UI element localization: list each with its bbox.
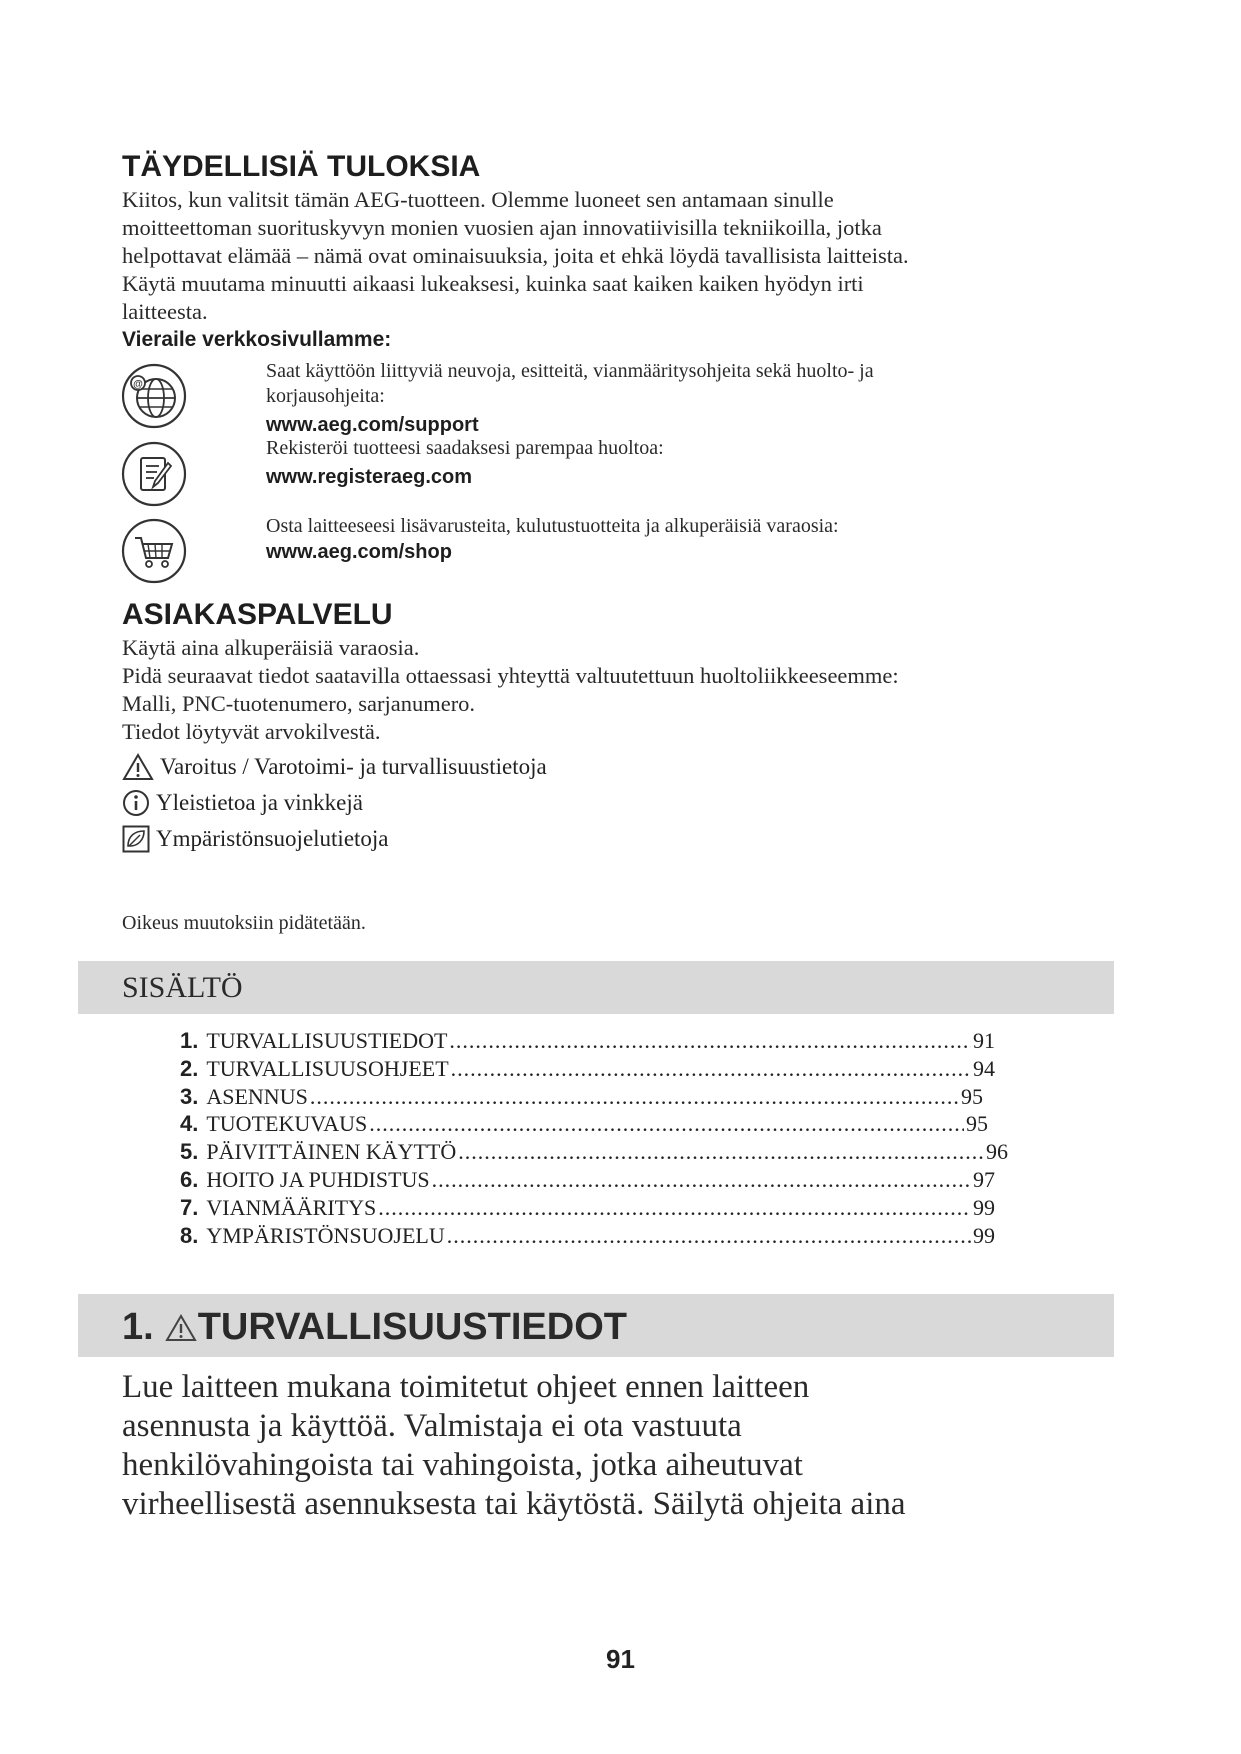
legend-label: Ympäristönsuojelutietoja	[156, 826, 389, 851]
section-1-line: virheellisestä asennuksesta tai käytöstä. Säilytä ohjeita aina	[122, 1486, 906, 1522]
intro-paragraph	[122, 186, 1122, 326]
visit-heading: Vieraile verkkosivullamme:	[122, 328, 392, 351]
legend-label: Yleistietoa ja vinkkejä	[156, 790, 363, 815]
support-text-line: Saat käyttöön liittyviä neuvoja, esitteitä, vianmääritysohjeita sekä huolto- ja	[266, 360, 874, 382]
toc-label: HOITO JA PUHDISTUS	[206, 1167, 430, 1192]
section-1-title	[122, 1306, 627, 1349]
section-1-number: 1.	[122, 1306, 154, 1348]
section-1-paragraph	[122, 1368, 1122, 1524]
toc-item-3[interactable]	[180, 1084, 983, 1112]
cs-line: Pidä seuraavat tiedot saatavilla ottaessasi yhteyttä valtuutettuun huoltoliikkeeseemme:	[122, 663, 899, 688]
toc-num: 4.	[180, 1111, 199, 1136]
toc-item-2[interactable]	[180, 1056, 995, 1084]
toc-item-8[interactable]	[180, 1223, 995, 1251]
register-icon	[121, 441, 187, 507]
toc-title: SISÄLTÖ	[122, 971, 243, 1004]
toc-dots	[451, 1056, 971, 1082]
toc-dots	[310, 1084, 959, 1110]
cs-line: Tiedot löytyvät arvokilvestä.	[122, 719, 381, 744]
toc-label: YMPÄRISTÖNSUOJELU	[206, 1223, 445, 1248]
page-number: 91	[606, 1644, 635, 1674]
intro-line: Kiitos, kun valitsit tämän AEG-tuotteen. Olemme luoneet sen antamaan sinulle	[122, 187, 834, 212]
support-text	[266, 359, 1166, 409]
toc-label: VIANMÄÄRITYS	[206, 1195, 377, 1220]
toc-num: 8.	[180, 1223, 199, 1248]
toc-dots	[447, 1223, 971, 1249]
toc-dots	[378, 1195, 971, 1221]
toc-page: 96	[986, 1139, 1008, 1164]
intro-line: helpottavat elämää – nämä ovat ominaisuuksia, joita et ehkä löydä tavallisista laitteista.	[122, 243, 909, 268]
toc-page: 99	[973, 1195, 995, 1220]
toc-num: 3.	[180, 1084, 199, 1109]
section-1-header-bar	[78, 1294, 1114, 1357]
leaf-icon	[122, 825, 150, 853]
toc-item-7[interactable]	[180, 1195, 995, 1223]
toc-num: 6.	[180, 1167, 199, 1192]
cart-icon	[121, 518, 187, 584]
legend-info	[122, 788, 363, 818]
toc-label: TURVALLISUUSTIEDOT	[206, 1028, 448, 1053]
toc-header-bar	[78, 961, 1114, 1014]
toc-page: 94	[973, 1056, 995, 1081]
cs-line: Käytä aina alkuperäisiä varaosia.	[122, 635, 420, 660]
warning-icon	[122, 753, 154, 781]
support-link[interactable]: www.aeg.com/support	[266, 414, 479, 436]
shop-link[interactable]: www.aeg.com/shop	[266, 541, 452, 563]
toc-dots	[432, 1167, 971, 1193]
toc-num: 2.	[180, 1056, 199, 1081]
toc-num: 1.	[180, 1028, 199, 1053]
toc-num: 5.	[180, 1139, 199, 1164]
toc-label: TUOTEKUVAUS	[206, 1111, 368, 1136]
legend-warning	[122, 752, 547, 782]
intro-line: Käytä muutama minuutti aikaasi lukeaksesi, kuinka saat kaiken kaiken hyödyn irti	[122, 271, 864, 296]
toc-page: 97	[973, 1167, 995, 1192]
toc-label: PÄIVITTÄINEN KÄYTTÖ	[206, 1139, 457, 1164]
customer-service-title: ASIAKASPALVELU	[122, 598, 393, 631]
toc-page: 99	[973, 1223, 995, 1248]
section-1-heading-text: TURVALLISUUSTIEDOT	[197, 1306, 627, 1348]
toc-dots	[449, 1028, 971, 1054]
support-text-line: korjausohjeita:	[266, 385, 385, 407]
svg-text:@: @	[133, 379, 143, 390]
register-text: Rekisteröi tuotteesi saadaksesi parempaa huoltoa:	[266, 437, 664, 459]
toc-dots	[458, 1139, 984, 1165]
legend-environment	[122, 824, 389, 854]
intro-title: TÄYDELLISIÄ TULOKSIA	[122, 150, 481, 183]
legend-label: Varoitus / Varotoimi- ja turvallisuustietoja	[160, 754, 547, 779]
shop-text: Osta laitteeseesi lisävarusteita, kulutustuotteita ja alkuperäisiä varaosia:	[266, 515, 839, 537]
intro-line: laitteesta.	[122, 299, 208, 324]
section-1-line: henkilövahingoista tai vahingoista, jotka aiheutuvat	[122, 1447, 803, 1483]
intro-line: moitteettoman suorituskyvyn monien vuosien ajan innovatiivisilla tekniikoilla, jotka	[122, 215, 882, 240]
section-1-line: asennusta ja käyttöä. Valmistaja ei ota vastuuta	[122, 1408, 742, 1444]
info-icon	[122, 789, 150, 817]
toc-dots	[369, 1111, 964, 1137]
toc-page: 91	[973, 1028, 995, 1053]
customer-service-paragraph	[122, 634, 1172, 746]
toc-num: 7.	[180, 1195, 199, 1220]
register-link[interactable]: www.registeraeg.com	[266, 466, 472, 488]
toc-page: 95	[961, 1084, 983, 1109]
cs-line: Malli, PNC-tuotenumero, sarjanumero.	[122, 691, 476, 716]
toc-item-4[interactable]	[180, 1111, 988, 1139]
toc-item-1[interactable]	[180, 1028, 995, 1056]
toc-page: 95	[966, 1111, 988, 1136]
toc-item-5[interactable]	[180, 1139, 1008, 1167]
toc-item-6[interactable]	[180, 1167, 995, 1195]
toc-label: ASENNUS	[206, 1084, 308, 1109]
globe-icon	[121, 363, 187, 429]
toc-label: TURVALLISUUSOHJEET	[206, 1056, 449, 1081]
section-1-line: Lue laitteen mukana toimitetut ohjeet ennen laitteen	[122, 1369, 810, 1405]
warning-icon	[164, 1313, 198, 1343]
rights-notice: Oikeus muutoksiin pidätetään.	[122, 912, 366, 934]
